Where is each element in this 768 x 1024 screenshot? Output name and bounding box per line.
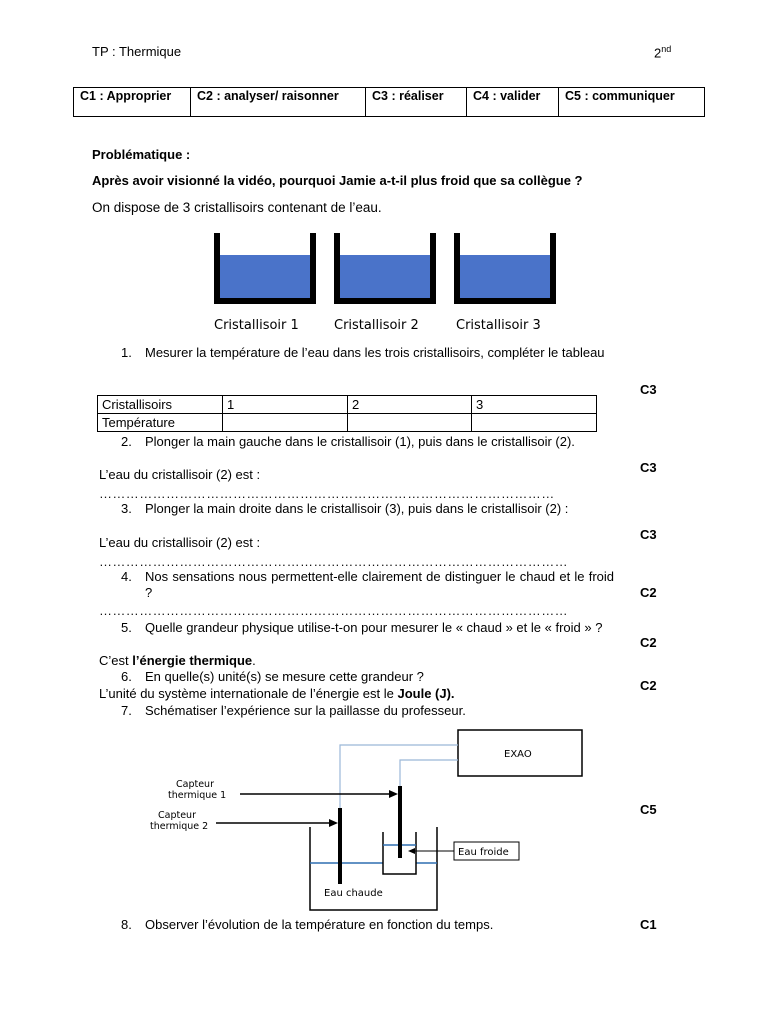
- sensor-2-label: Capteur thermique 2: [150, 810, 209, 832]
- question-6: 6. En quelle(s) unité(s) se mesure cette grandeur ?: [121, 669, 424, 684]
- competency-mark-6: C2: [640, 678, 657, 693]
- competency-mark-8: C1: [640, 917, 657, 932]
- problem-intro: On dispose de 3 cristallisoirs contenant de l’eau.: [92, 200, 382, 215]
- problem-heading: Problématique :: [92, 147, 191, 162]
- table-header-cell: 3: [472, 396, 597, 414]
- problem-question: Après avoir visionné la vidéo, pourquoi Jamie a-t-il plus froid que sa collègue ?: [92, 173, 583, 188]
- basin-label-3: Cristallisoir 3: [456, 318, 541, 333]
- answer-3-line[interactable]: ……………………………………………………………………………………………: [99, 554, 568, 569]
- cold-water-label: Eau froide: [458, 847, 509, 858]
- competency-mark-2: C3: [640, 460, 657, 475]
- question-1: 1. Mesurer la température de l’eau dans les trois cristallisoirs, compléter le tableau: [121, 345, 605, 360]
- experiment-diagram: [140, 722, 600, 922]
- basin-3: [457, 233, 553, 301]
- competency-mark-1: C3: [640, 382, 657, 397]
- competency-mark-4: C2: [640, 585, 657, 600]
- class-level: 2nd: [654, 44, 672, 61]
- question-8: 8. Observer l’évolution de la température en fonction du temps.: [121, 917, 494, 932]
- competency-mark-5: C2: [640, 635, 657, 650]
- basin-label-2: Cristallisoir 2: [334, 318, 419, 333]
- cold-water-pointer-head: [408, 848, 415, 854]
- temperature-table: [97, 395, 597, 432]
- wire-sensor-1: [400, 760, 458, 787]
- page-title: TP : Thermique: [92, 44, 182, 59]
- basin-label-1: Cristallisoir 1: [214, 318, 299, 333]
- answer-2-line[interactable]: …………………………………………………………………………………………: [99, 486, 555, 501]
- sensor-1-arrowhead: [389, 790, 398, 798]
- table-row-label: Température: [98, 414, 223, 432]
- competency-c5: C5 : communiquer: [559, 88, 705, 117]
- table-header-cell: 1: [223, 396, 348, 414]
- answer-2-prompt: L’eau du cristallisoir (2) est :: [99, 467, 261, 482]
- question-2: 2. Plonger la main gauche dans le cristallisoir (1), puis dans le cristallisoir (2).: [121, 434, 575, 449]
- competency-c1: C1 : Approprier: [74, 88, 191, 117]
- table-header-cell: Cristallisoirs: [98, 396, 223, 414]
- hot-water-label: Eau chaude: [324, 888, 383, 899]
- sensor-2-arrowhead: [329, 819, 338, 827]
- temperature-cell-2[interactable]: [348, 414, 472, 432]
- basin-1: [217, 233, 313, 301]
- competency-c4: C4 : valider: [467, 88, 559, 117]
- table-header-cell: 2: [348, 396, 472, 414]
- question-7: 7. Schématiser l’expérience sur la paillasse du professeur.: [121, 703, 466, 718]
- answer-6: L’unité du système internationale de l’énergie est le Joule (J).: [99, 686, 455, 701]
- competency-mark-7: C5: [640, 802, 657, 817]
- basin-2: [337, 233, 433, 301]
- competency-c3: C3 : réaliser: [366, 88, 467, 117]
- answer-3-prompt: L’eau du cristallisoir (2) est :: [99, 535, 261, 550]
- competency-mark-3: C3: [640, 527, 657, 542]
- exao-label: EXAO: [504, 749, 532, 760]
- question-4: 4. Nos sensations nous permettent-elle clairement de distinguer le chaud et le froid ?: [121, 569, 614, 600]
- question-5: 5. Quelle grandeur physique utilise-t-on pour mesurer le « chaud » et le « froid » ?: [121, 620, 603, 635]
- temperature-cell-3[interactable]: [472, 414, 597, 432]
- sensor-1-label: Capteur thermique 1: [168, 779, 227, 801]
- question-3: 3. Plonger la main droite dans le cristallisoir (3), puis dans le cristallisoir (2) :: [121, 501, 569, 516]
- answer-4-line[interactable]: ……………………………………………………………………………………………: [99, 603, 568, 618]
- competency-c2: C2 : analyser/ raisonner: [191, 88, 366, 117]
- answer-5: C’est l’énergie thermique.: [99, 653, 256, 668]
- competencies-table: [73, 87, 705, 117]
- temperature-cell-1[interactable]: [223, 414, 348, 432]
- basins-illustration: [205, 228, 565, 336]
